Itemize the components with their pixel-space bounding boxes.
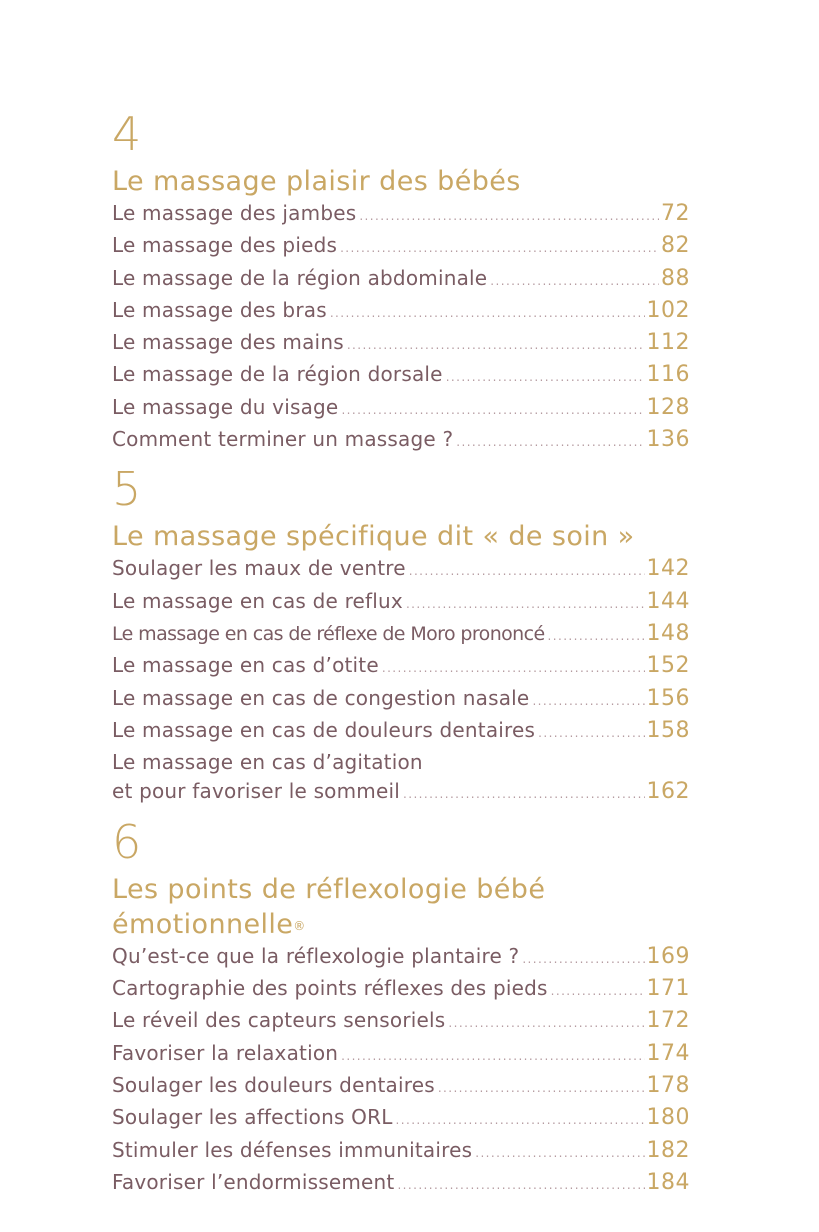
chapter-number: 5 bbox=[112, 462, 142, 517]
toc-entry[interactable] bbox=[112, 199, 690, 231]
entry-label: Le massage en cas de douleurs dentaires bbox=[112, 717, 536, 742]
chapter-6 bbox=[112, 816, 690, 1200]
entry-label: Le massage en cas d’otite bbox=[112, 653, 379, 678]
dot-leader bbox=[397, 1171, 644, 1200]
entry-label: Le massage en cas d’agitation bbox=[112, 750, 423, 775]
entry-page-number: 88 bbox=[661, 265, 690, 291]
toc-entry[interactable] bbox=[112, 587, 690, 619]
entry-page-number: 174 bbox=[646, 1040, 690, 1066]
chapter-title-line: Les points de réflexologie bébé bbox=[112, 873, 546, 905]
dot-leader bbox=[446, 363, 645, 392]
toc-entry[interactable] bbox=[112, 651, 690, 683]
entry-label: Soulager les affections ORL bbox=[112, 1105, 393, 1130]
chapter-entries bbox=[112, 554, 690, 809]
toc-entry[interactable] bbox=[112, 748, 690, 810]
entry-page-number: 112 bbox=[646, 330, 690, 356]
toc-entry[interactable] bbox=[112, 328, 690, 360]
entry-label: Le massage en cas de congestion nasale bbox=[112, 685, 530, 710]
dot-leader bbox=[409, 557, 645, 586]
entry-label: Le massage en cas de reflux bbox=[112, 588, 403, 613]
entry-label: Le massage des jambes bbox=[112, 201, 357, 225]
entry-label-line bbox=[112, 777, 690, 809]
dot-leader bbox=[551, 977, 645, 1006]
toc-entry[interactable] bbox=[112, 974, 690, 1006]
toc-entry[interactable] bbox=[112, 1071, 690, 1103]
toc-entry[interactable] bbox=[112, 554, 690, 586]
toc-entry[interactable] bbox=[112, 1136, 690, 1168]
toc-entry[interactable] bbox=[112, 1103, 690, 1135]
chapter-title bbox=[112, 872, 690, 942]
entry-page-number: 180 bbox=[646, 1105, 690, 1131]
dot-leader bbox=[490, 267, 659, 296]
entry-label: Comment terminer un massage ? bbox=[112, 427, 454, 452]
chapter-title-text: émotionnelle bbox=[112, 908, 294, 940]
registered-mark: ® bbox=[293, 918, 306, 933]
entry-page-number: 144 bbox=[646, 588, 690, 614]
chapter-5 bbox=[112, 463, 690, 809]
entry-page-number: 182 bbox=[646, 1137, 690, 1163]
chapter-4 bbox=[112, 108, 690, 457]
entry-page-number: 128 bbox=[646, 394, 690, 420]
entry-page-number: 172 bbox=[646, 1008, 690, 1034]
chapter-entries bbox=[112, 942, 690, 1200]
dot-leader bbox=[456, 428, 644, 457]
entry-label: Stimuler les défenses immunitaires bbox=[112, 1137, 473, 1162]
entry-page-number: 72 bbox=[661, 201, 690, 226]
toc-entry[interactable] bbox=[112, 1168, 690, 1200]
dot-leader bbox=[475, 1139, 644, 1168]
entry-label: Cartographie des points réflexes des pieds bbox=[112, 976, 548, 1001]
entry-label: Soulager les maux de ventre bbox=[112, 556, 406, 581]
toc-entry[interactable] bbox=[112, 684, 690, 716]
entry-label: Le massage des pieds bbox=[112, 233, 338, 258]
entry-page-number: 102 bbox=[646, 297, 690, 323]
chapter-number: 4 bbox=[112, 107, 142, 161]
entry-page-number: 82 bbox=[661, 233, 690, 259]
entry-label: Le massage des bras bbox=[112, 297, 327, 322]
dot-leader bbox=[532, 687, 644, 716]
entry-label: Le massage des mains bbox=[112, 330, 344, 355]
entry-label: et pour favoriser le sommeil bbox=[112, 779, 401, 804]
entry-page-number: 152 bbox=[646, 653, 690, 679]
toc-entry[interactable] bbox=[112, 231, 690, 263]
dot-leader bbox=[396, 1106, 645, 1135]
toc-entry[interactable] bbox=[112, 264, 690, 296]
entry-label: Soulager les douleurs dentaires bbox=[112, 1072, 435, 1097]
dot-leader bbox=[522, 945, 644, 974]
dot-leader bbox=[341, 396, 644, 425]
dot-leader bbox=[406, 590, 645, 619]
toc-entry[interactable] bbox=[112, 942, 690, 974]
dot-leader bbox=[403, 780, 644, 809]
toc-entry[interactable] bbox=[112, 425, 690, 457]
dot-leader bbox=[340, 234, 659, 263]
entry-label: Favoriser l’endormissement bbox=[112, 1169, 395, 1194]
entry-label: Le massage de la région abdominale bbox=[112, 265, 488, 290]
toc-entry[interactable] bbox=[112, 296, 690, 328]
toc-entry[interactable] bbox=[112, 1006, 690, 1038]
entry-page-number: 169 bbox=[646, 943, 690, 969]
dot-leader bbox=[341, 1042, 644, 1071]
entry-page-number: 136 bbox=[646, 427, 690, 453]
dot-leader bbox=[347, 331, 645, 360]
entry-page-number: 184 bbox=[646, 1169, 690, 1195]
dot-leader bbox=[382, 654, 645, 683]
entry-page-number: 156 bbox=[646, 685, 690, 711]
entry-page-number: 171 bbox=[646, 976, 690, 1002]
toc-entry[interactable] bbox=[112, 360, 690, 392]
entry-label: Le massage en cas de réflexe de Moro prononcé bbox=[112, 622, 545, 645]
toc-entry[interactable] bbox=[112, 393, 690, 425]
toc-entry[interactable] bbox=[112, 1039, 690, 1071]
chapter-title: Le massage plaisir des bébés bbox=[112, 166, 521, 197]
toc-entry[interactable] bbox=[112, 716, 690, 748]
dot-leader bbox=[438, 1074, 645, 1103]
table-of-contents bbox=[112, 108, 690, 1200]
entry-page-number: 178 bbox=[646, 1072, 690, 1098]
chapter-entries bbox=[112, 199, 690, 457]
dot-leader bbox=[538, 719, 644, 748]
chapter-number: 6 bbox=[112, 814, 142, 869]
entry-page-number: 148 bbox=[646, 620, 690, 646]
entry-label: Le réveil des capteurs sensoriels bbox=[112, 1008, 446, 1033]
chapter-title-line bbox=[112, 907, 690, 942]
dot-leader bbox=[448, 1009, 644, 1038]
toc-entry[interactable] bbox=[112, 619, 690, 651]
dot-leader bbox=[548, 622, 645, 651]
entry-label: Qu’est-ce que la réflexologie plantaire ? bbox=[112, 943, 520, 968]
entry-page-number: 158 bbox=[646, 717, 690, 743]
dot-leader bbox=[330, 299, 645, 328]
entry-page-number: 142 bbox=[646, 556, 690, 582]
entry-label: Favoriser la relaxation bbox=[112, 1040, 339, 1065]
dot-leader bbox=[359, 202, 659, 231]
entry-page-number: 162 bbox=[646, 779, 690, 805]
entry-label-line bbox=[112, 748, 690, 777]
entry-label: Le massage de la région dorsale bbox=[112, 362, 443, 387]
entry-page-number: 116 bbox=[646, 362, 690, 388]
entry-label: Le massage du visage bbox=[112, 394, 339, 419]
chapter-title: Le massage spécifique dit « de soin » bbox=[112, 521, 635, 553]
